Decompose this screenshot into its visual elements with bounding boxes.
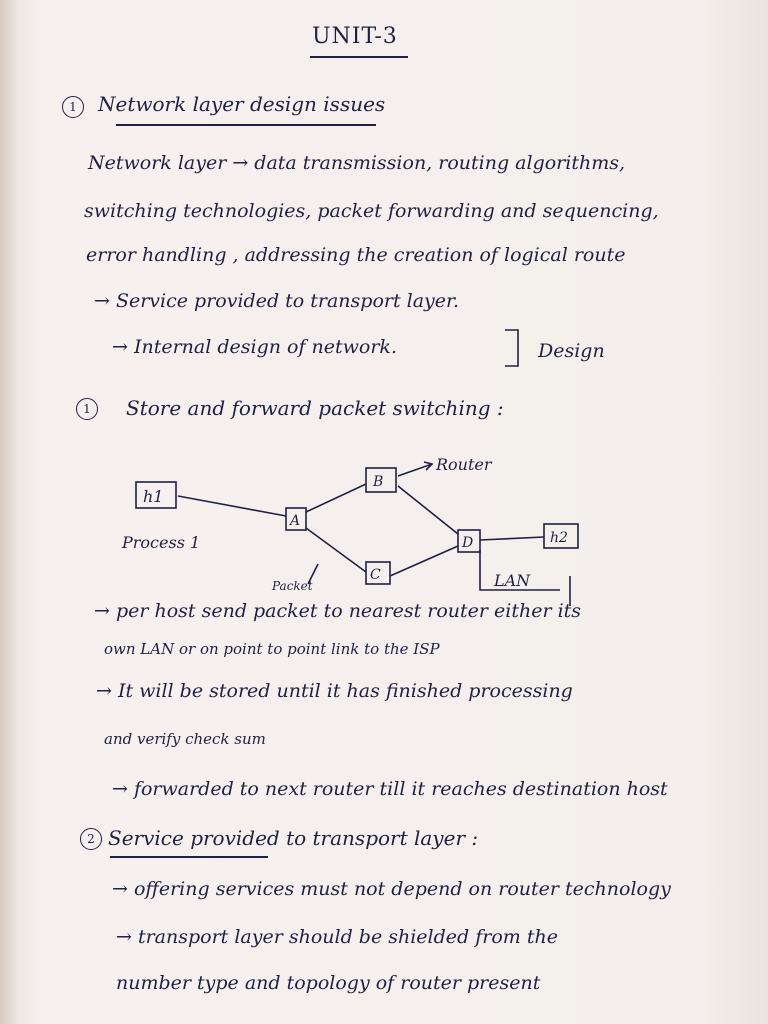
section3-underline xyxy=(110,856,268,858)
router-label: Router xyxy=(436,455,492,474)
node-h1: h1 xyxy=(143,487,164,506)
lan-label: LAN xyxy=(494,571,531,590)
section3-line-3: number type and topology of router present xyxy=(116,972,541,994)
section2-heading: Store and forward packet switching : xyxy=(126,396,504,420)
design-bracket xyxy=(505,330,518,366)
section3-line-2: → transport layer should be shielded from the xyxy=(116,926,558,948)
section2-line-1: → per host send packet to nearest router either its xyxy=(94,600,582,622)
section1-line-1: Network layer → data transmission, routing algorithms, xyxy=(88,152,626,174)
node-c: C xyxy=(370,567,381,583)
section1-number: 1 xyxy=(62,96,84,118)
link-a-c xyxy=(306,528,366,572)
section3-line-1: → offering services must not depend on router technology xyxy=(112,878,671,900)
section1-line-4: → Service provided to transport layer. xyxy=(94,290,460,312)
link-h1-a xyxy=(178,496,286,516)
design-bracket-label: Design xyxy=(538,340,605,362)
section1-heading: Network layer design issues xyxy=(98,92,386,116)
section3-number: 2 xyxy=(80,828,102,850)
section1-line-5: → Internal design of network. xyxy=(112,336,397,358)
process-label: Process 1 xyxy=(122,533,201,552)
section2-line-2: own LAN or on point to point link to the ISP xyxy=(104,640,440,658)
node-d: D xyxy=(462,535,474,551)
section2-line-4: and verify check sum xyxy=(104,730,266,748)
link-a-b xyxy=(306,484,366,512)
node-b: B xyxy=(373,474,384,490)
link-b-d xyxy=(398,486,458,534)
section1-line-2: switching technologies, packet forwarding and sequencing, xyxy=(84,200,659,222)
node-h2: h2 xyxy=(550,530,568,546)
page-title: UNIT-3 xyxy=(312,24,398,49)
section1-line-3: error handling , addressing the creation of logical route xyxy=(86,244,626,266)
section3-heading: Service provided to transport layer : xyxy=(108,826,479,850)
link-d-h2 xyxy=(480,537,544,540)
link-c-d xyxy=(390,546,458,576)
packet-label: Packet xyxy=(272,579,313,593)
section2-line-3: → It will be stored until it has finished processing xyxy=(96,680,573,702)
section2-line-5: → forwarded to next router till it reaches destination host xyxy=(112,778,668,800)
node-a: A xyxy=(290,513,301,529)
section2-number: 1 xyxy=(76,398,98,420)
